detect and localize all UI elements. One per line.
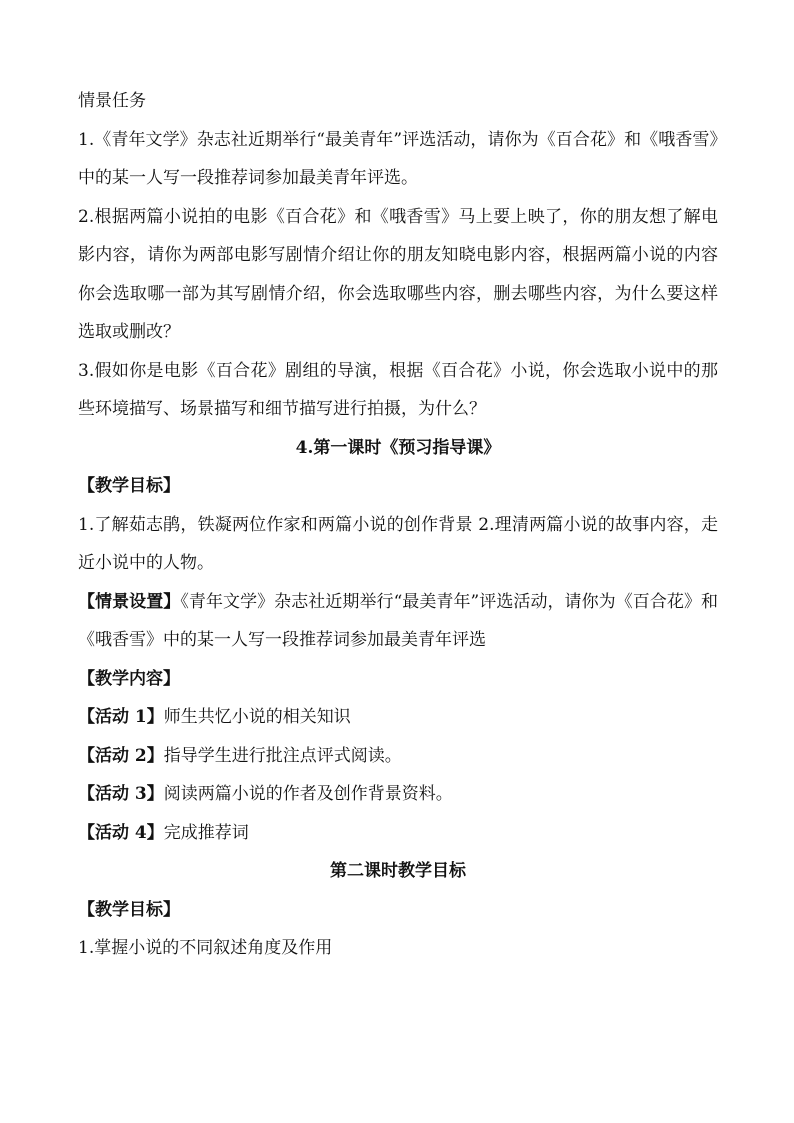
document-page [78,82,718,968]
task-2: 2.根据两篇小说拍的电影《百合花》和《哦香雪》马上要上映了，你的朋友想了解电影内容，请你为两部电影写剧情介绍让你的朋友知晓电影内容，根据两篇小说的内容你会选取哪一部为其写剧情介绍，你会选取哪些内容，删去哪些内容，为什么要这样选取或删改？ [78,206,718,342]
lesson2-title: 第二课时教学目标 [330,861,466,881]
activity-label: 【活动 3】 [78,784,164,804]
lesson2-goals-text: 1.掌握小说的不同叙述角度及作用 [78,938,333,958]
activity-item [78,737,718,776]
activity-label: 【活动 1】 [78,707,164,727]
scene-setting-label: 【情景设置】 [78,591,181,612]
activity-text: 完成推荐词 [163,822,249,843]
scene-setting [78,583,718,660]
activity-item [78,698,718,737]
activity-label: 【活动 2】 [78,745,164,766]
activity-item [78,814,718,853]
task-1: 1.《青年文学》杂志社近期举行“最美青年”评选活动，请你为《百合花》和《哦香雪》中的某一人写一段推荐词参加最美青年评选。 [78,129,718,188]
content-label: 【教学内容】 [78,668,180,689]
lesson1-goals-text: 1.了解茹志鹃，铁凝两位作家和两篇小说的创作背景 2.理清两篇小说的故事内容，走近小说中的人物。 [78,514,718,573]
lesson2-goals-label: 【教学目标】 [78,899,180,920]
lesson1-title: 4.第一课时《预习指导课》 [295,437,501,458]
lesson1-goals-label: 【教学目标】 [78,476,180,496]
task-3: 3.假如你是电影《百合花》剧组的导演，根据《百合花》小说，你会选取小说中的那些环境描写、场景描写和细节描写进行拍摄，为什么？ [78,360,718,419]
activity-item [78,775,718,814]
activity-text: 师生共忆小说的相关知识 [163,707,351,727]
scene-setting-text: 《青年文学》杂志社近期举行“最美青年”评选活动，请你为《百合花》和《哦香雪》中的某一人写一段推荐词参加最美青年评选 [78,591,719,650]
activity-text: 指导学生进行批注点评式阅读。 [163,745,402,766]
activity-label: 【活动 4】 [78,822,164,843]
scenario-heading: 情景任务 [78,91,146,111]
activity-text: 阅读两篇小说的作者及创作背景资料。 [163,784,453,804]
